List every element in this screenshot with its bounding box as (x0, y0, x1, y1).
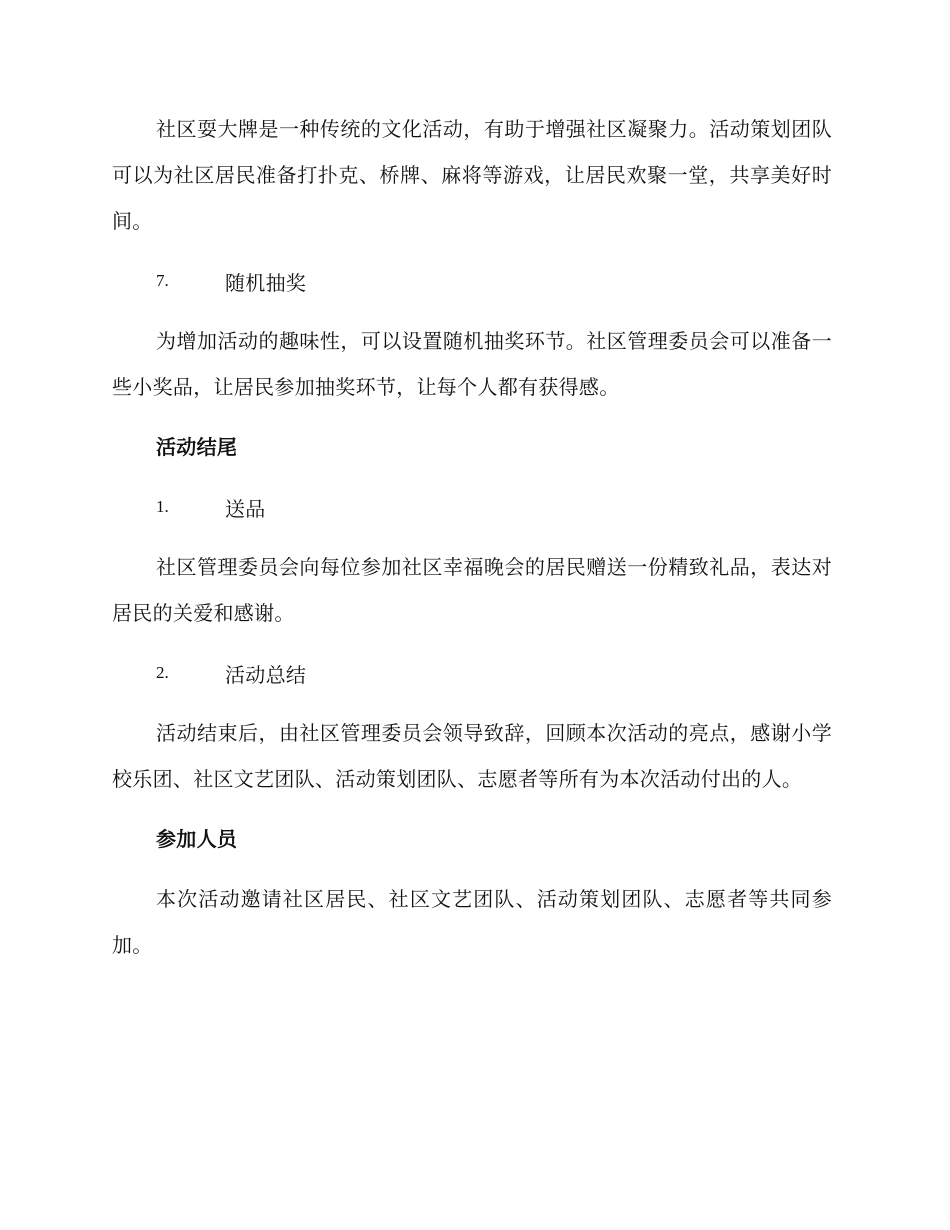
paragraph-summary: 活动结束后，由社区管理委员会领导致辞，回顾本次活动的亮点，感谢小学校乐团、社区文艺团队、活动策划团队、志愿者等所有为本次活动付出的人。 (112, 721, 832, 791)
list-item-number: 7. (156, 271, 169, 290)
list-item-number: 2. (156, 663, 169, 682)
document-page (112, 106, 832, 982)
list-item-gifts (112, 484, 832, 530)
list-item-label: 活动总结 (225, 662, 307, 687)
paragraph-participants: 本次活动邀请社区居民、社区文艺团队、活动策划团队、志愿者等共同参加。 (112, 887, 832, 957)
paragraph-card-games: 社区耍大牌是一种传统的文化活动，有助于增强社区凝聚力。活动策划团队可以为社区居民准备打扑克、桥牌、麻将等游戏，让居民欢聚一堂，共享美好时间。 (112, 117, 832, 233)
paragraph-lottery: 为增加活动的趣味性，可以设置随机抽奖环节。社区管理委员会可以准备一些小奖品，让居民参加抽奖环节，让每个人都有获得感。 (112, 329, 832, 399)
list-item-lottery (112, 258, 832, 304)
section-heading-participants: 参加人员 (156, 827, 238, 851)
section-heading-ending: 活动结尾 (156, 435, 238, 459)
list-item-number: 1. (156, 497, 169, 516)
list-item-summary (112, 650, 832, 696)
list-item-label: 随机抽奖 (225, 270, 307, 295)
paragraph-gifts: 社区管理委员会向每位参加社区幸福晚会的居民赠送一份精致礼品，表达对居民的关爱和感谢。 (112, 555, 832, 625)
list-item-label: 送品 (225, 496, 266, 521)
